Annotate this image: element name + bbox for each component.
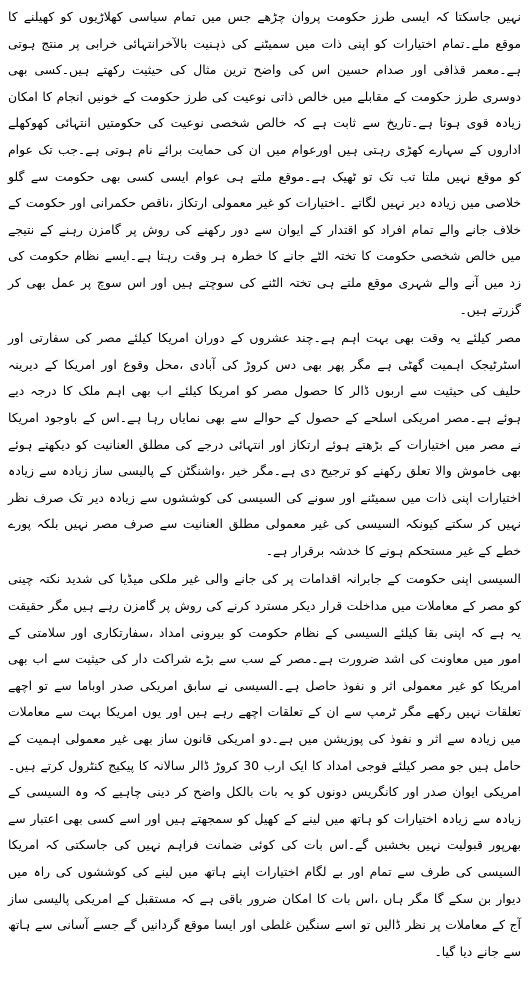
article-paragraph: نہیں جاسکتا کہ ایسی طرز حکومت پروان چڑھے جس میں تمام سیاسی کھلاڑیوں کو کھیلنے کا موقع ملے۔تمام اختیارات کو اپنی ذات میں سمیٹنے کی ذہنیت بالآخرانتہائی خرابی پر منتج ہوتی ہے۔معمر قذافی اور صدام حسین اس کی واضح ترین مثال کی حیثیت رکھتے ہیں۔کسی بھی دوسری طرز حکومت کے مقابلے میں خالص ذاتی نوعیت کی طرز حکومت کے خونیں انجام کا امکان زیادہ قوی ہوتا ہے۔تاریخ سے ثابت ہے کہ خالص شخصی نوعیت کی حکومتیں انتہائی کھوکھلے اداروں کے سہارے کھڑی رہتی ہیں اورعوام میں ان کی حمایت برائے نام ہوتی ہے۔جب تک عوام کو موقع نہیں ملتا تب تک تو ٹھیک ہے۔موقع ملتے ہی عوام ایسی کسی بھی حکومت سے گلو خلاصی میں زیادہ دیر نہیں لگاتے ۔اختیارات کو غیر معمولی ارتکاز ،ناقص حکمرانی اور حکومت کے خلاف جانے والے تمام افراد کو اقتدار کے ایوان سے دور رکھنے کی روش پر گامزن رہنے کے نتیجے میں خالص شخصی حکومت کا تختہ الٹے جانے کا خطرہ ہر وقت رہتا ہے۔ایسے نظام حکومت کی زد میں آنے والے شہری موقع ملتے ہی تختہ الٹنے کی سوچتے ہیں اور اس سوچ پر عمل بھی کر گزرتے ہیں۔ [8,9,521,317]
article-paragraph: مصر کیلئے یہ وقت بھی بہت اہم ہے۔چند عشروں کے دوران امریکا کیلئے مصر کی سفارتی اور اسٹرٹیجک اہمیت گھٹی ہے مگر پھر بھی دس کروڑ کی آبادی ،محل وقوع اور امریکا کے دیرینہ حلیف کی حیثیت سے اربوں ڈالر کا حصول مصر کو امریکا کیلئے اب بھی اہم ملک کا درجہ دیے ہوئے ہے۔مصر امریکی اسلحے کے حصول کے حوالے سے بھی نمایاں رہا ہے۔اس کے باوجود امریکا نے مصر میں اختیارات کے بڑھتے ہوئے ارتکاز اور انتہائی درجے کی مطلق العنانیت کو دیکھتے ہوئے بھی خاموش والا تعلق رکھنے کو ترجیح دی ہے۔مگر خیر ،واشنگٹن کے پالیسی ساز زیادہ سے زیادہ اختیارات اپنی ذات میں سمیٹنے اور سونے کی السیسی کی کوششوں سے زیادہ دیر تک صرف نظر نہیں کر سکتے کیونکہ السیسی کی غیر معمولی مطلق العنانیت سے صرف مصر نہیں بلکہ پورے خطے کے غیر مستحکم ہونے کا خدشہ برقرار ہے۔ [8,330,521,558]
article-paragraph: السیسی اپنی حکومت کے جابرانہ اقدامات پر کی جانے والی غیر ملکی میڈیا کی شدید نکتہ چینی کو مصر کے معاملات میں مداخلت قرار دیکر مسترد کرنے کی روش پر گامزن رہے ہیں مگر حقیقت یہ ہے کہ اپنی بقا کیلئے السیسی کے نظام حکومت کو بیرونی امداد ،سفارتکاری اور سلامتی کے امور میں معاونت کی اشد ضرورت ہے۔مصر کے سب سے بڑے شراکت دار کی حیثیت سے اب بھی امریکا کو غیر معمولی اثر و نفوذ حاصل ہے۔السیسی نے سابق امریکی صدر اوباما سے تو اچھے تعلقات نہیں رکھے مگر ٹرمپ سے ان کے تعلقات اچھے رہے ہیں اور یوں امریکا بہت سے معاملات میں زیادہ سے اثر و نفوذ کی پوزیشن میں ہے۔دو امریکی قانون ساز بھی غیر معمولی اہمیت کے حامل ہیں جو مصر کیلئے فوجی امداد کا ایک ارب 30 کروڑ ڈالر سالانہ کا پیکیج کنٹرول کرتے ہیں۔امریکی ایوان صدر اور کانگریس دونوں کو یہ بات بالکل واضح کر دینی چاہیے کہ وہ السیسی کے زیادہ سے زیادہ اختیارات کو ہاتھ میں لینے کے کھیل کو سمجھتے ہیں اور اسے کسی بھی اعتبار سے بھرپور قبولیت نہیں بخشیں گے۔اس بات کی کوئی ضمانت فراہم نہیں کی جاسکتی کہ امریکا السیسی کی طرف سے تمام اور بے لگام اختیارات اپنے ہاتھ میں لینے کی کوششوں کی راہ میں دیوار بن سکے گا مگر ہاں ،اس بات کا امکان ضرور باقی ہے کہ مستقبل کے امریکی پالیسی ساز آج کے معاملات پر نظر ڈالیں تو اسے سنگین غلطی اور ایسا موقع گردانیں گے جسے آسانی سے ہاتھ سے جانے دیا گیا۔ [8,571,521,959]
